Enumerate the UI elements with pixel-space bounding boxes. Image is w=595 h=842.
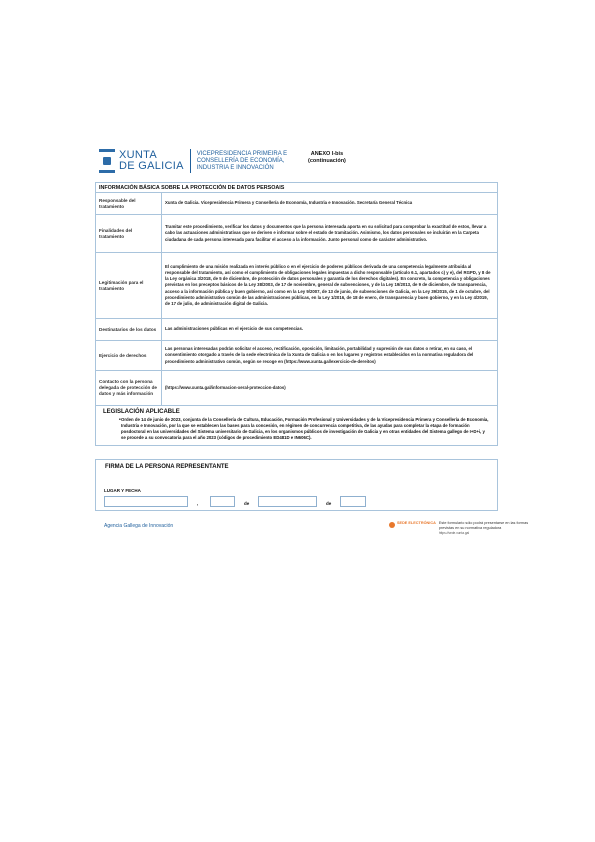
agency-name: Agencia Gallega de Innovación	[104, 523, 174, 529]
sede-notice	[389, 521, 529, 535]
row-value: Las personas interesadas podrán solicitar el acceso, rectificación, oposición, limitación, portabilidad y supresión de sus datos o retirar, en su caso, el consentimiento otorgado a través de la sede electrónica de la Xunta de Galicia o en los lugares y registros establecidos en la normativa reguladora del procedimiento administrativo común, según se recoge en (https://www.xunta.gal/exercicio-de-dereitos)	[165, 346, 474, 364]
legislation-section	[95, 405, 498, 446]
row-value: Tramitar este procedimiento, verificar los datos y documentos que la persona interesada aporta en su solicitud para comprobar la exactitud de estos, llevar a cabo las actuaciones administrativas que se deriven e informar sobre el estado de tramitación. Asimismo, los datos personales se incluirán en la Carpeta ciudadana de cada persona interesada para facilitar el acceso a la información. Junto personal como de carácter administrativo.	[165, 224, 487, 242]
sede-icon	[389, 522, 395, 528]
de-separator: de	[326, 501, 332, 506]
row-label: Contacto con la persona delegada de protección de datos y más información	[96, 371, 162, 405]
comma-separator: ,	[197, 501, 199, 506]
place-input[interactable]	[104, 496, 188, 507]
place-date-label: LUGAR Y FECHA	[104, 488, 141, 493]
sede-note: Este formulario sólo podrá presentarse en las formas previstas en su normativa reguladora	[438, 521, 529, 530]
signature-section	[95, 459, 498, 511]
bullet-icon: •	[119, 417, 121, 423]
xunta-logo	[99, 147, 287, 175]
table-row	[96, 319, 497, 341]
day-input[interactable]	[210, 496, 235, 507]
data-protection-title: INFORMACIÓN BÁSICA SOBRE LA PROTECCIÓN DE DATOS PERSOAIS	[96, 183, 497, 193]
sede-url[interactable]: https://sede.xunta.gal	[438, 531, 470, 535]
logo-name: XUNTA DE GALICIA	[119, 149, 184, 172]
table-row	[96, 193, 497, 215]
row-value: El cumplimiento de una misión realizada en interés público o en el ejercicio de poderes públicos derivada de una competencia legalmente atribuida al responsable del tratamiento, así como el cumplimiento de obligaciones legales impuestas a dicho responsable (artículo 6.1, apartados c) y e), del RGPD, y 8 de la Ley orgánica 3/2018, de 5 de diciembre, de protección de datos personales y garantía de los derechos digitales). En concreto, la competencia y obligaciones previstas en los preceptos básicos de la Ley 38/2003, de 17 de noviembre, general de subvenciones, y de la Ley 19/2013, de 9 de diciembre, de transparencia, acceso a la información pública y buen gobierno, así como en la Ley 9/2007, de 13 de junio, de subvenciones de Galicia, en la Ley 39/2015, de 1 de octubre, del procedimiento administrativo común de las administraciones públicas, en la Ley 1/2016, de 18 de enero, de transparencia y buen gobierno, y en la Ley 4/2019, de 17 de julio, de administración digital de Galicia.	[165, 263, 491, 306]
year-input[interactable]	[340, 496, 366, 507]
signature-title: FIRMA DE LA PERSONA REPRESENTANTE	[105, 464, 229, 470]
row-value: Xunta de Galicia. Vicepresidencia Primera y Consellería de Economía, Industria e Innovación. Secretaría General Técnica	[165, 200, 413, 206]
row-label: Destinatarios de los datos	[96, 319, 162, 340]
annex-label: ANEXO I-bis (continuación)	[308, 151, 346, 164]
logo-divider	[190, 149, 191, 173]
row-label: Legitimación para el tratamiento	[96, 253, 162, 318]
xunta-flag-icon	[99, 149, 115, 173]
table-row	[96, 253, 497, 319]
department-name: VICEPRESIDENCIA PRIMEIRA E CONSELLERÍA DE ECONOMÍA, INDUSTRIA E INNOVACIÓN	[196, 150, 288, 171]
row-label: Ejercicio de derechos	[96, 341, 162, 370]
sede-label[interactable]: SEDE ELECTRÓNICA	[397, 521, 436, 525]
table-row	[96, 371, 497, 405]
data-protection-table	[95, 182, 498, 406]
month-input[interactable]	[258, 496, 317, 507]
list-item: • Orden de 14 de junio de 2023, conjunta de la Consellería de Cultura, Educación, Formación Profesional y Universidades y de la Vicepresidencia Primera y Consellería de Economía, Industria e Innovación, por la que se establecen las bases para la concesión, en régimen de concurrencia competitiva, de las ayudas para completar la etapa de formación posdoctoral en las universidades del Sistema universitario de Galicia, en los organismos públicos de investigación de Galicia y en otras entidades del Sistema gallego de I+D+i, y se procede a su convocatoria para el año 2023 (códigos de procedimiento ED481D e IN606C).	[119, 417, 489, 440]
table-row	[96, 215, 497, 253]
row-label: Finalidades del tratamiento	[96, 215, 162, 252]
row-label: Responsable del tratamiento	[96, 193, 162, 214]
legislation-title: LEGISLACIÓN APLICABLE	[103, 409, 180, 415]
row-value: Las administraciones públicas en el ejercicio de sus competencias.	[165, 326, 304, 332]
table-row	[96, 341, 497, 371]
de-separator: de	[244, 501, 250, 506]
row-value[interactable]: (https://www.xunta.gal/informacion-xeral-proteccion-datos)	[165, 384, 286, 390]
